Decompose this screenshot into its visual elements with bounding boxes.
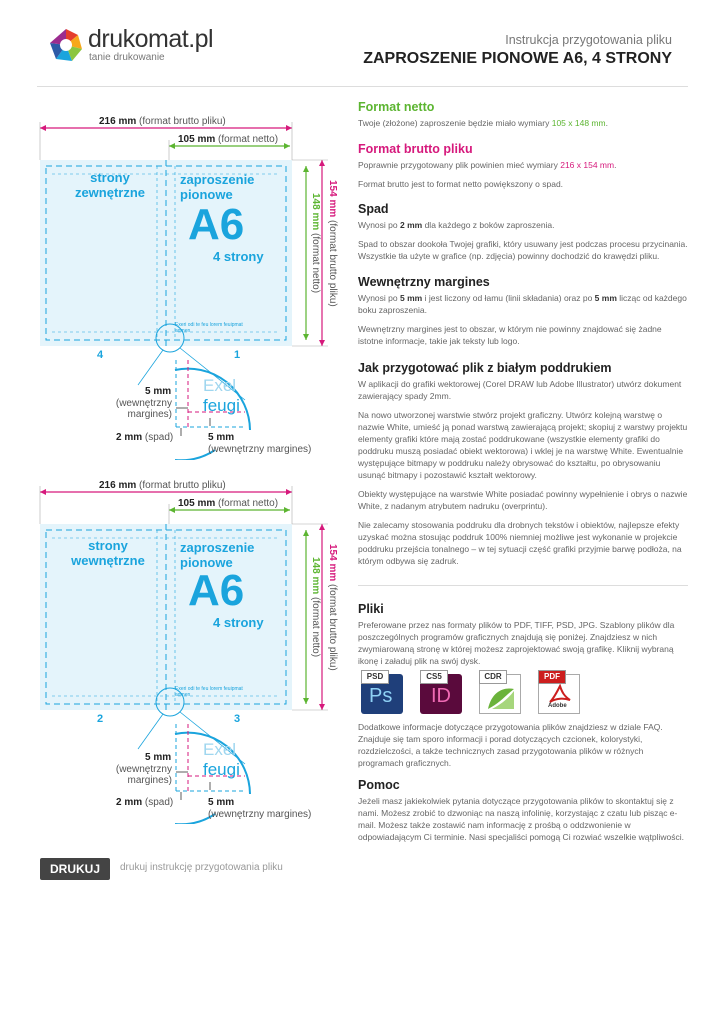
logo-icon [48, 27, 84, 63]
print-description[interactable]: drukuj instrukcję przygotowania pliku [120, 862, 283, 873]
d1-netto-width-label: 105 mm (format netto) [178, 134, 279, 145]
logo-name: drukomat.pl [88, 25, 214, 53]
d1-page-left: 4 [97, 349, 104, 361]
margin-heading: Wewnętrzny margines [358, 275, 490, 289]
white-text-2: Na nowo utworzonej warstwie stwórz projekt graficzny. Utwórz kolejną warstwę o nazwie White, umieść ją ponad warstwą zawierającą projekt; skopiuj z warstwy projektu elementy grafiki które mają zostać poddrukowane (wszystkie elementy grafiki do poddruku muszą posiadać obiekt wektorowa) i wklej je na warstwę White. Ewentualnie występujące bitmapy w poddruku należy obrysować do kształtu, po obrysowaniu usunąć bitmapy i pozostawić kształt wektorowy. [358, 410, 688, 480]
d1-pages-label: 4 strony [213, 249, 264, 264]
margin-text-2: Wewnętrzny margines jest to obszar, w którym nie powinny znajdować się żadne istotne informacje, takie jak teksty lub logo. [358, 324, 662, 346]
white-text-3: Obiekty występujące na warstwie White posiadać powinny wypełnienie i obrys o nazwie White, z nadanym atrybutem nadruku (overprintu). [358, 489, 688, 511]
d1-page-right: 1 [234, 349, 241, 361]
netto-text: Twoje (złożone) zaproszenie będzie miało wymiary 105 x 148 mm. [358, 118, 608, 128]
brutto-text-2: Format brutto jest to format netto powiększony o spad. [358, 179, 564, 189]
file-icon-psd[interactable]: PSD Ps [361, 670, 405, 714]
white-text-1: W aplikacji do grafiki wektorowej (Corel DRAW lub Adobe Illustrator) utwórz dokument zawierający spady 2mm. [358, 379, 682, 401]
d2-zoom-inner: 5 mm (wewnętrzny margines) [208, 797, 312, 820]
d1-brutto-width-label: 216 mm (format brutto pliku) [99, 116, 226, 127]
white-text-4: Nie zalecamy stosowania poddruku dla drobnych tekstów i obiektów, najlepsze efekty uzyskać można stosując poddruk 100% niemniej możliwe jest wykonanie w projekcie poddruku przejścia tonalnego – w tej sytuacji część grafiki przyjmie barwę podłoża, na którym odbywa się zadruk. [358, 520, 682, 566]
header-divider [37, 86, 688, 87]
d2-page-left: 2 [97, 713, 104, 725]
margin-text: Wynosi po 5 mm i jest liczony od łamu (linii składania) oraz po 5 mm licząc od każdego boku zaproszenia. [358, 293, 687, 315]
print-button[interactable]: DRUKUJ [40, 858, 110, 880]
d1-zoom-bleed: 2 mm (spad) [116, 432, 174, 443]
logo-tagline: tanie drukowanie [89, 52, 165, 63]
white-heading: Jak przygotować plik z białym poddrukiem [358, 361, 612, 375]
d2-netto-height-label: 148 mm (format netto) [310, 557, 321, 658]
d2-zoom-bleed: 2 mm (spad) [116, 797, 174, 808]
brutto-text: Poprawnie przygotowany plik powinien mieć wymiary 216 x 154 mm. [358, 160, 617, 170]
d2-zoom-margin-label: (wewnętrzny margines) [115, 764, 172, 786]
d1-brutto-height-label: 154 mm (format brutto pliku) [327, 180, 338, 307]
d1-format-label: A6 [188, 200, 245, 249]
d2-left-panel-label: strony wewnętrzne [71, 538, 145, 568]
file-icon-cs5[interactable]: CS5 ID [420, 670, 464, 714]
page-subtitle: Instrukcja przygotowania pliku [505, 33, 672, 47]
logo[interactable] [48, 27, 218, 67]
section-divider [358, 585, 688, 586]
d2-right-panel-title: zaproszenie pionowe [180, 540, 255, 570]
files-text-2: Dodatkowe informacje dotyczące przygotowania plików znajdziesz w dziale FAQ. Znajduje się tam sporo informacji i porad dotyczących czcionek, kolorystyki, rozdzielczości, a także technicznych zasad przygotowania plików w różnych programach graficznych. [358, 722, 663, 768]
d1-zoom-margin-label: (wewnętrzny margines) [115, 398, 172, 420]
d2-brutto-width-label: 216 mm (format brutto pliku) [99, 480, 226, 491]
d2-pages-label: 4 strony [213, 615, 264, 630]
d2-zoom-margin-value: 5 mm [145, 752, 172, 763]
d2-sample-text: Exeri odi te feu lorem feuipmat admen [175, 686, 243, 698]
d2-brutto-height-label: 154 mm (format brutto pliku) [327, 544, 338, 671]
netto-heading: Format netto [358, 100, 435, 114]
d1-zoom-exel: Exel [203, 376, 237, 395]
d1-sample-text: Exeri odi te feu lorem feuipmat admen [175, 322, 243, 334]
d1-right-panel-title: zaproszenie pionowe [180, 172, 255, 202]
files-text-1: Preferowane przez nas formaty plików to PDF, TIFF, PSD, JPG. Szablony plików dla poszczególnych programów graficznych znajdują się poniżej. Znajdziesz w nich zwymiarowaną stronę w której możesz zaprojektować swoją grafikę. Kliknij wybraną ikonę i załaduj plik na swój dysk. [358, 620, 675, 666]
d2-page-right: 3 [234, 713, 241, 725]
d1-zoom-margin-value: 5 mm [145, 386, 172, 397]
d1-zoom-inner: 5 mm (wewnętrzny margines) [208, 432, 312, 455]
spad-text-2: Spad to obszar dookoła Twojej grafiki, który usuwany jest podczas procesu przycinania. Wszystkie tła użyte w grafice (np. zdjęcia) powinny dochodzić do krawędzi pliku. [358, 239, 688, 261]
file-icon-cdr[interactable]: CDR [479, 670, 523, 714]
file-icon-pdf[interactable]: PDF Adobe [538, 670, 582, 714]
d1-left-panel-label: strony zewnętrzne [74, 170, 146, 200]
d1-zoom-feugi: feugi [203, 396, 240, 415]
d2-zoom-feugi: feugi [203, 760, 240, 779]
files-section [358, 602, 688, 667]
d2-format-label: A6 [188, 566, 245, 615]
acrobat-icon [548, 684, 572, 704]
brutto-heading: Format brutto pliku [358, 142, 473, 156]
d1-netto-height-label: 148 mm (format netto) [310, 193, 321, 294]
spad-text: Wynosi po 2 mm dla każdego z boków zaproszenia. [358, 220, 555, 230]
indesign-icon: ID [431, 685, 451, 707]
photoshop-icon: Ps [369, 685, 393, 707]
corel-icon [486, 685, 516, 711]
right-column [358, 100, 688, 567]
files-heading: Pliki [358, 602, 384, 616]
d2-zoom-exel: Exel [203, 740, 237, 759]
help-section [358, 778, 688, 843]
help-text: Jeżeli masz jakiekolwiek pytania dotyczące przygotowania plików to skontaktuj się z nami. Możesz zrobić to dzwoniąc na naszą infolinię, korzystając z czatu lub pisząc e-mail. Możesz także zostawić nam informację z prośbą o oddzwonienie w odpowiadającym Ci terminie. Nasi specjaliści pomogą Ci rozwiać wszelkie wątpliwości. [358, 796, 684, 842]
d2-netto-width-label: 105 mm (format netto) [178, 498, 279, 509]
spad-heading: Spad [358, 202, 389, 216]
help-heading: Pomoc [358, 778, 400, 792]
page-title: ZAPROSZENIE PIONOWE A6, 4 STRONY [363, 50, 672, 67]
